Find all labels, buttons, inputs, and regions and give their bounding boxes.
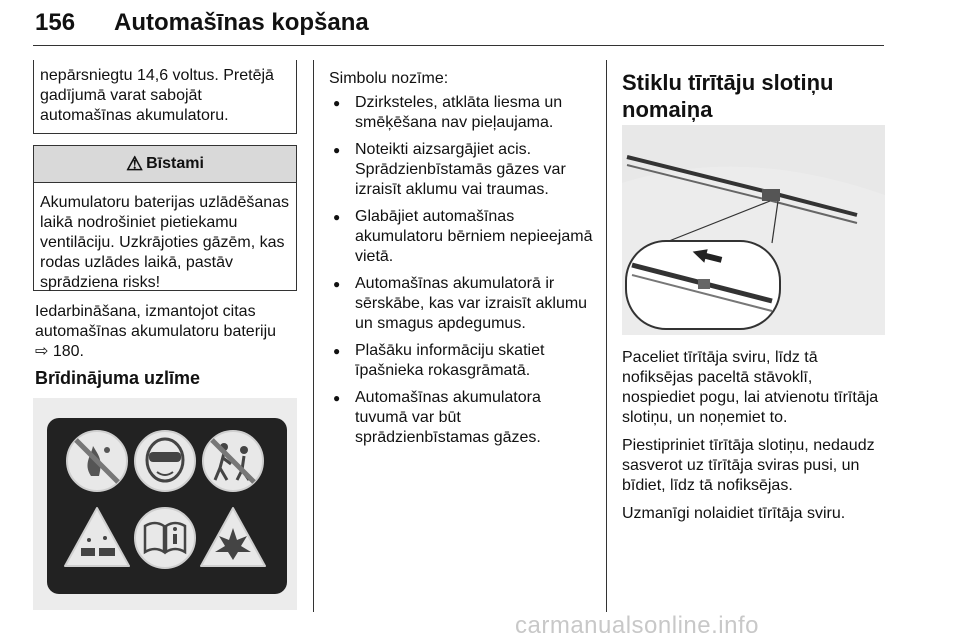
page-ref-arrow-icon: ⇨ — [35, 343, 49, 360]
header-rule — [33, 45, 884, 46]
warning-label-image — [33, 398, 297, 610]
instruction-paragraph-3: Uzmanīgi nolaidiet tīrītāja sviru. — [622, 505, 846, 522]
list-item: ● Automašīnas akumulatora tuvumā var būt sprādzienbīstamas gāzes. — [333, 388, 595, 448]
wiper-instructions — [622, 348, 888, 524]
warning-label-heading: Brīdinājuma uzlīme — [35, 368, 201, 388]
symbols-intro: Simbolu nozīme: — [329, 70, 449, 87]
page-number: 156 — [35, 9, 76, 36]
read-manual-icon — [135, 508, 195, 568]
danger-text: Akumulatoru baterijas uzlādēšanas laikā nodrošiniet pietiekamu ventilāciju. Uzkrājoties gāzēm, kas rodas uzlādes laikā, pastāv sprādziena risks! — [40, 194, 290, 291]
list-item: ● Automašīnas akumulatorā ir sērskābe, kas var izraisīt aklumu un smagus apdegumus. — [333, 274, 595, 334]
wiper-section-heading: Stiklu tīrītāju slotiņu nomaiņa — [622, 70, 834, 122]
continued-note-box — [33, 60, 297, 134]
list-item: ● Plašāku informāciju skatiet īpašnieka rokasgrāmatā. — [333, 341, 595, 381]
page-title: Automašīnas kopšana — [114, 9, 369, 36]
page-ref-link[interactable]: 180. — [52, 343, 84, 360]
danger-title: Bīstami — [146, 155, 204, 172]
eye-protection-icon — [135, 431, 195, 491]
no-open-flame-icon — [67, 431, 127, 491]
keep-away-from-children-icon — [203, 431, 263, 491]
instruction-paragraph-2: Piestipriniet tīrītāja slotiņu, nedaudz sasverot uz tīrītāja sviras pusi, un bīdiet, līdz tā nofiksējas. — [622, 437, 875, 494]
column-divider-2 — [606, 60, 607, 612]
jump-start-paragraph — [35, 302, 297, 362]
instruction-paragraph-1: Paceliet tīrītāja sviru, līdz tā nofiksējas paceltā stāvoklī, nospiediet pogu, lai atvienotu tīrītāja slotiņu, un noņemiet to. — [622, 349, 879, 426]
jump-start-text: Iedarbināšana, izmantojot citas automašīnas akumulatoru bateriju — [35, 303, 277, 340]
list-item: ● Glabājiet automašīnas akumulatoru bērniem nepieejamā vietā. — [333, 207, 595, 267]
warning-triangle-icon: ⚠ — [126, 153, 144, 175]
continued-note-text: nepārsniegtu 14,6 voltus. Pretējā gadījumā varat sabojāt automašīnas akumulatoru. — [40, 67, 274, 124]
list-item: ● Dzirksteles, atklāta liesma un smēķēšana nav pieļaujama. — [333, 93, 595, 133]
watermark: carmanualsonline.info — [515, 612, 759, 639]
column-divider-1 — [313, 60, 314, 612]
danger-box — [33, 145, 297, 291]
wiper-blade-illustration — [622, 125, 885, 335]
danger-header — [34, 146, 296, 183]
symbols-list — [333, 93, 595, 455]
detail-magnifier-icon — [626, 241, 780, 329]
list-item: ● Noteikti aizsargājiet acis. Sprādzienbīstamās gāzes var izraisīt aklumu vai traumas. — [333, 140, 595, 200]
